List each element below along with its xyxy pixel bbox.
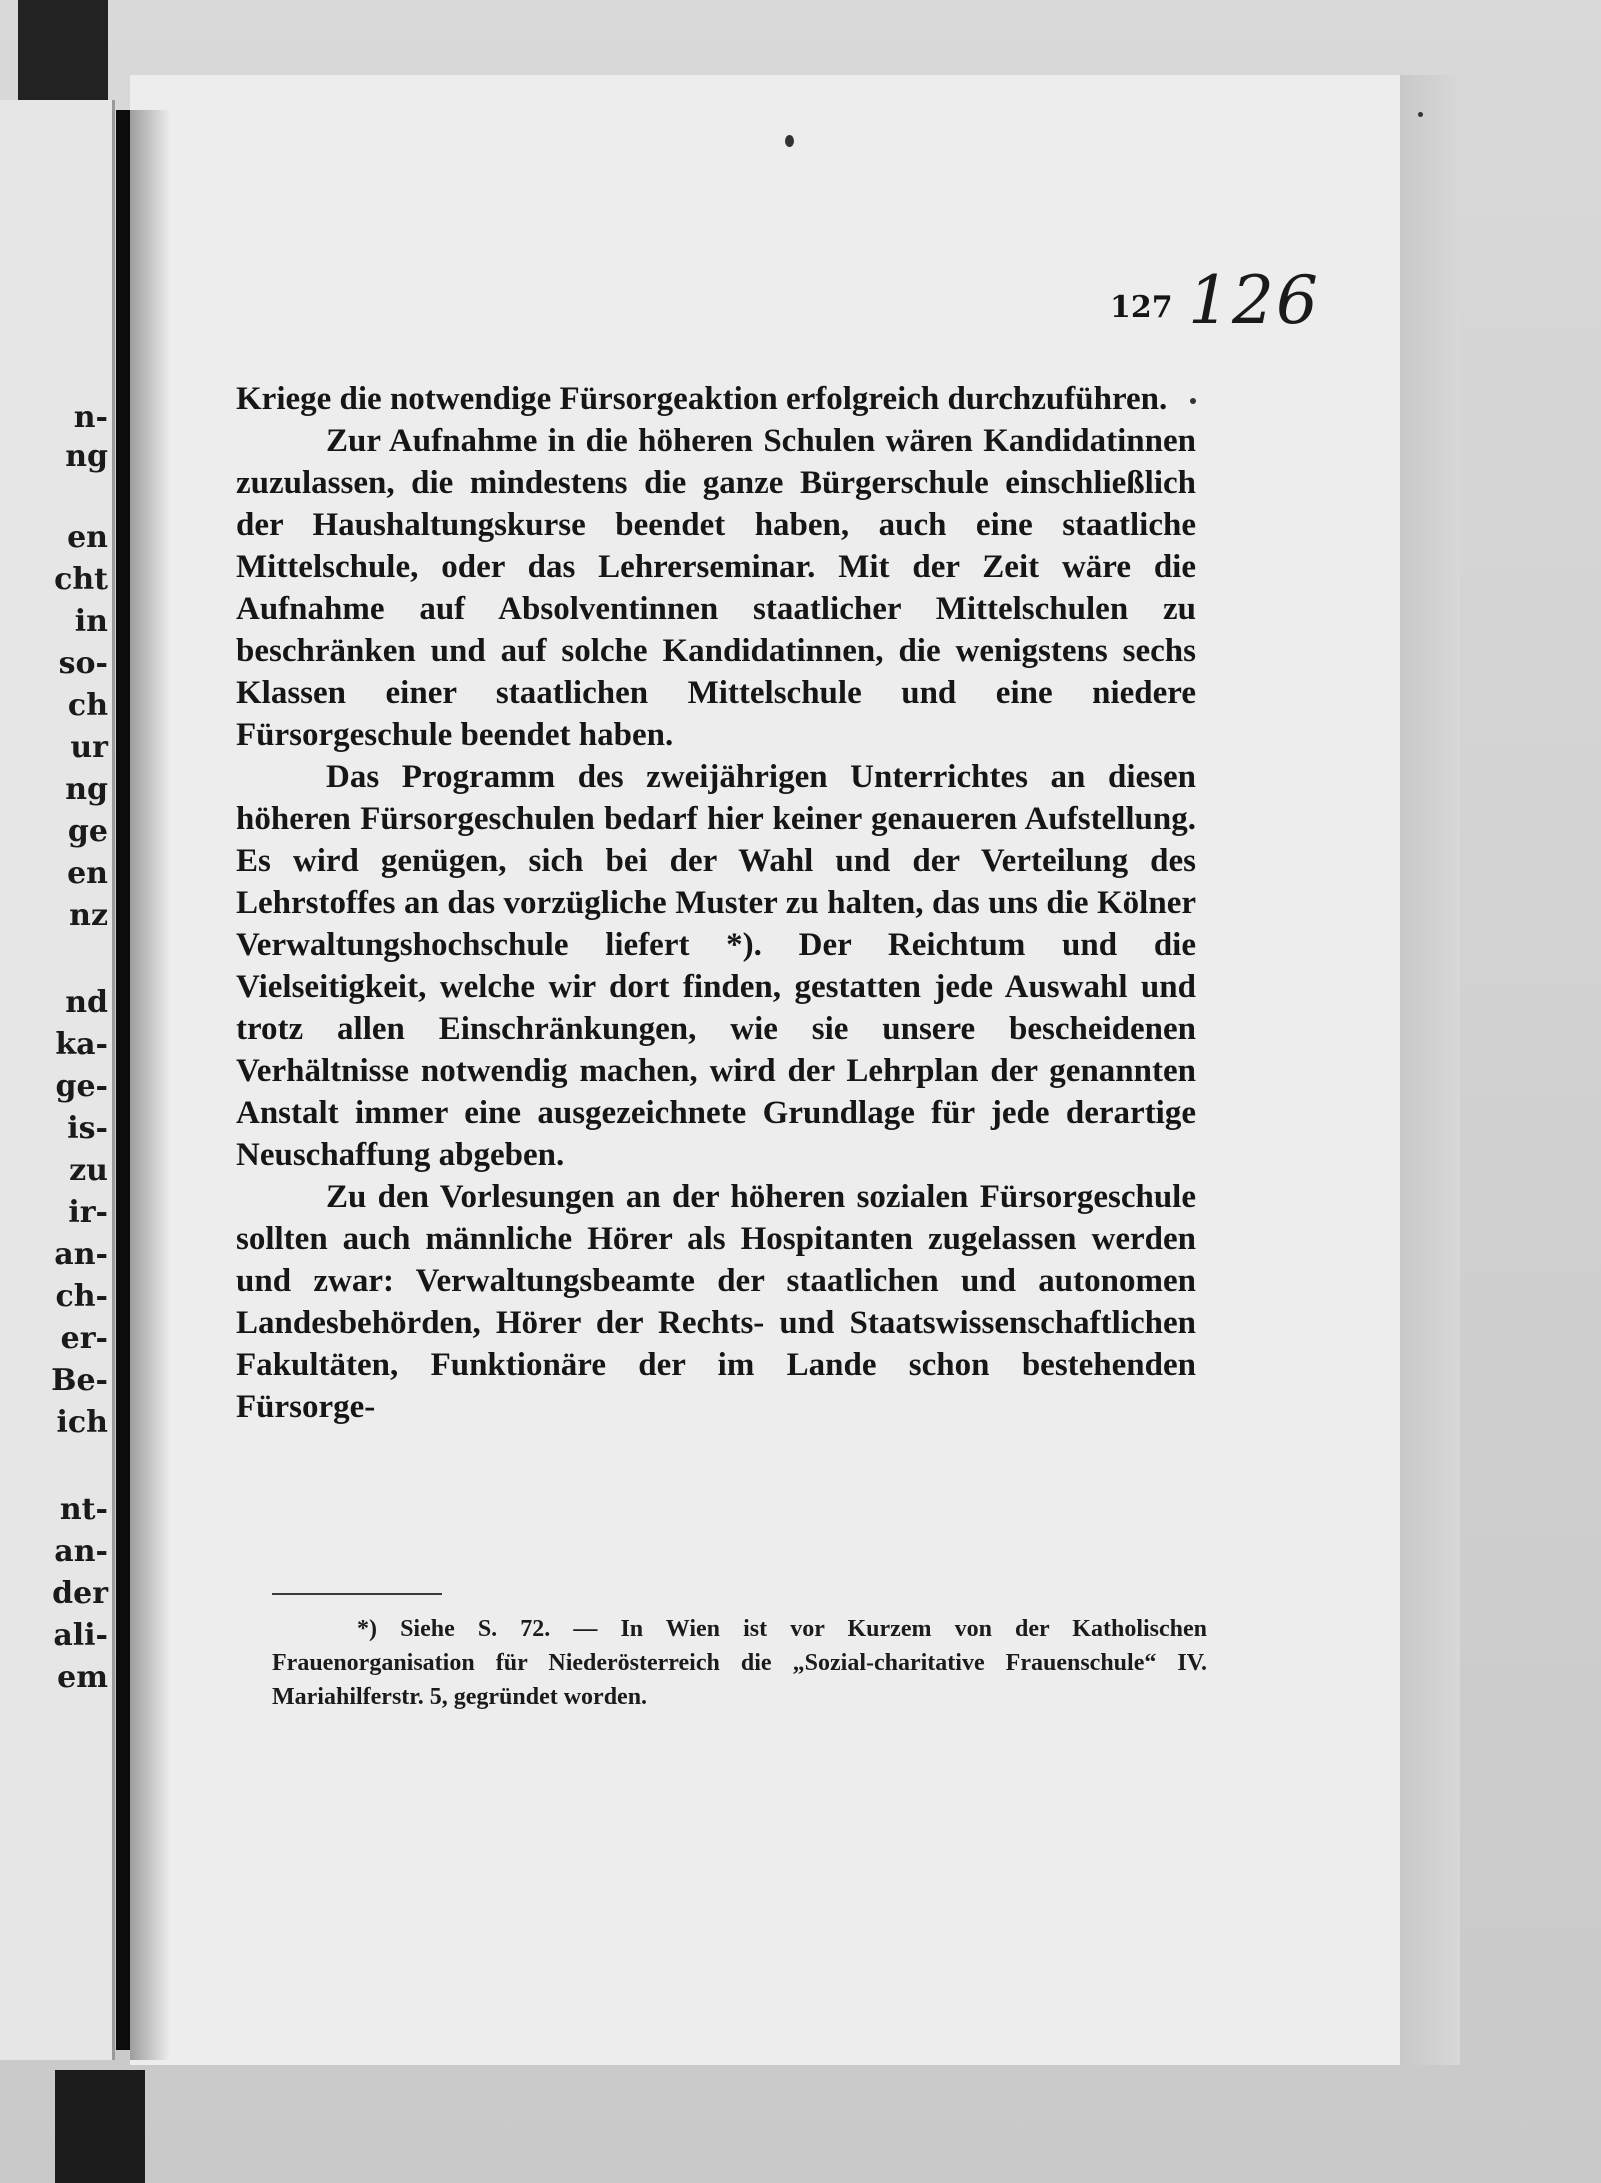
left-fragment: nt- (59, 1492, 108, 1527)
spine-shadow (130, 110, 170, 2060)
left-fragment: ali- (53, 1618, 108, 1653)
left-fragment: an- (54, 1237, 108, 1272)
body-text (236, 378, 1196, 1428)
left-fragment: ka- (55, 1027, 108, 1062)
book-spine (116, 110, 130, 2050)
left-fragment: cht (54, 562, 108, 597)
left-fragment: Be- (51, 1363, 108, 1398)
left-fragment: en (67, 856, 108, 891)
scan-edge-bottom (55, 2070, 145, 2183)
dust-speck (1190, 398, 1196, 404)
left-fragment: ng (65, 772, 108, 807)
left-fragment: n- (73, 400, 108, 435)
paragraph: Zu den Vorlesungen an der höheren sozialen Fürsorgeschule sollten auch männliche Hörer als Hospitanten zugelassen werden und zwar: Verwaltungsbeamte der staatlichen und autonomen Landesbehörden, Hörer der Rechts- und Staatswissenschaftlichen Fakultäten, Funktionäre der im Lande schon bestehenden Fürsorge- (236, 1179, 1196, 1425)
left-fragment: ge (67, 814, 108, 849)
paragraph: Kriege die notwendige Fürsorgeaktion erfolgreich durchzuführen. (236, 381, 1168, 417)
left-fragment: in (74, 604, 108, 639)
left-fragment: er- (60, 1321, 108, 1356)
handwritten-page-number: 126 (1188, 262, 1320, 339)
left-fragment: en (67, 520, 108, 555)
dust-speck (785, 135, 794, 147)
dust-speck (1418, 112, 1423, 117)
left-fragment: ge- (55, 1069, 108, 1104)
left-fragment: ng (65, 439, 108, 474)
left-fragment: nz (69, 898, 108, 933)
left-fragment: ch (67, 688, 108, 723)
left-fragment: zu (69, 1153, 108, 1188)
left-page-fragment (0, 100, 115, 2060)
left-fragment: em (57, 1660, 108, 1695)
left-fragment: is- (67, 1111, 108, 1146)
footnote: *) Siehe S. 72. — In Wien ist vor Kurzem von der Katholischen Frauenorganisation für Niederösterreich die „Sozial-charitative Frauenschule“ IV. Mariahilferstr. 5, gegründet worden. (272, 1616, 1207, 1710)
left-fragment: an- (54, 1534, 108, 1569)
scan-edge-top (18, 0, 108, 100)
left-fragment: ur (70, 730, 108, 765)
left-fragment: ch- (55, 1279, 108, 1314)
left-fragment: ich (56, 1405, 108, 1440)
page-number: 127 (1110, 290, 1173, 325)
footnote-rule (272, 1593, 442, 1595)
left-fragment: der (52, 1576, 108, 1611)
left-fragment: nd (65, 985, 108, 1020)
page-edge-shadow (1400, 75, 1460, 2065)
left-fragment: so- (58, 646, 108, 681)
left-fragment: ir- (68, 1195, 108, 1230)
paragraph: Zur Aufnahme in die höheren Schulen wären Kandidatinnen zuzulassen, die mindestens die ganze Bürgerschule einschließlich der Haushaltungskurse beendet haben, auch eine staatliche Mittelschule, oder das Lehrerseminar. Mit der Zeit wäre die Aufnahme auf Absolventinnen staatlicher Mittelschulen zu beschränken und auf solche Kandidatinnen, die wenigstens sechs Klassen einer staatlichen Mittelschule und eine niedere Fürsorgeschule beendet haben. (236, 423, 1196, 753)
paragraph: Das Programm des zweijährigen Unterrichtes an diesen höheren Fürsorgeschulen bedarf hier keiner genaueren Aufstellung. Es wird genügen, sich bei der Wahl und der Verteilung des Lehrstoffes an das vorzügliche Muster zu halten, das uns die Kölner Verwaltungshochschule liefert *). Der Reichtum und die Vielseitigkeit, welche wir dort finden, gestatten jede Auswahl und trotz allen Einschränkungen, wie sie unsere bescheidenen Verhältnisse notwendig machen, wird der Lehrplan der genannten Anstalt immer eine ausgezeichnete Grundlage für jede derartige Neuschaffung abgeben. (236, 759, 1196, 1173)
